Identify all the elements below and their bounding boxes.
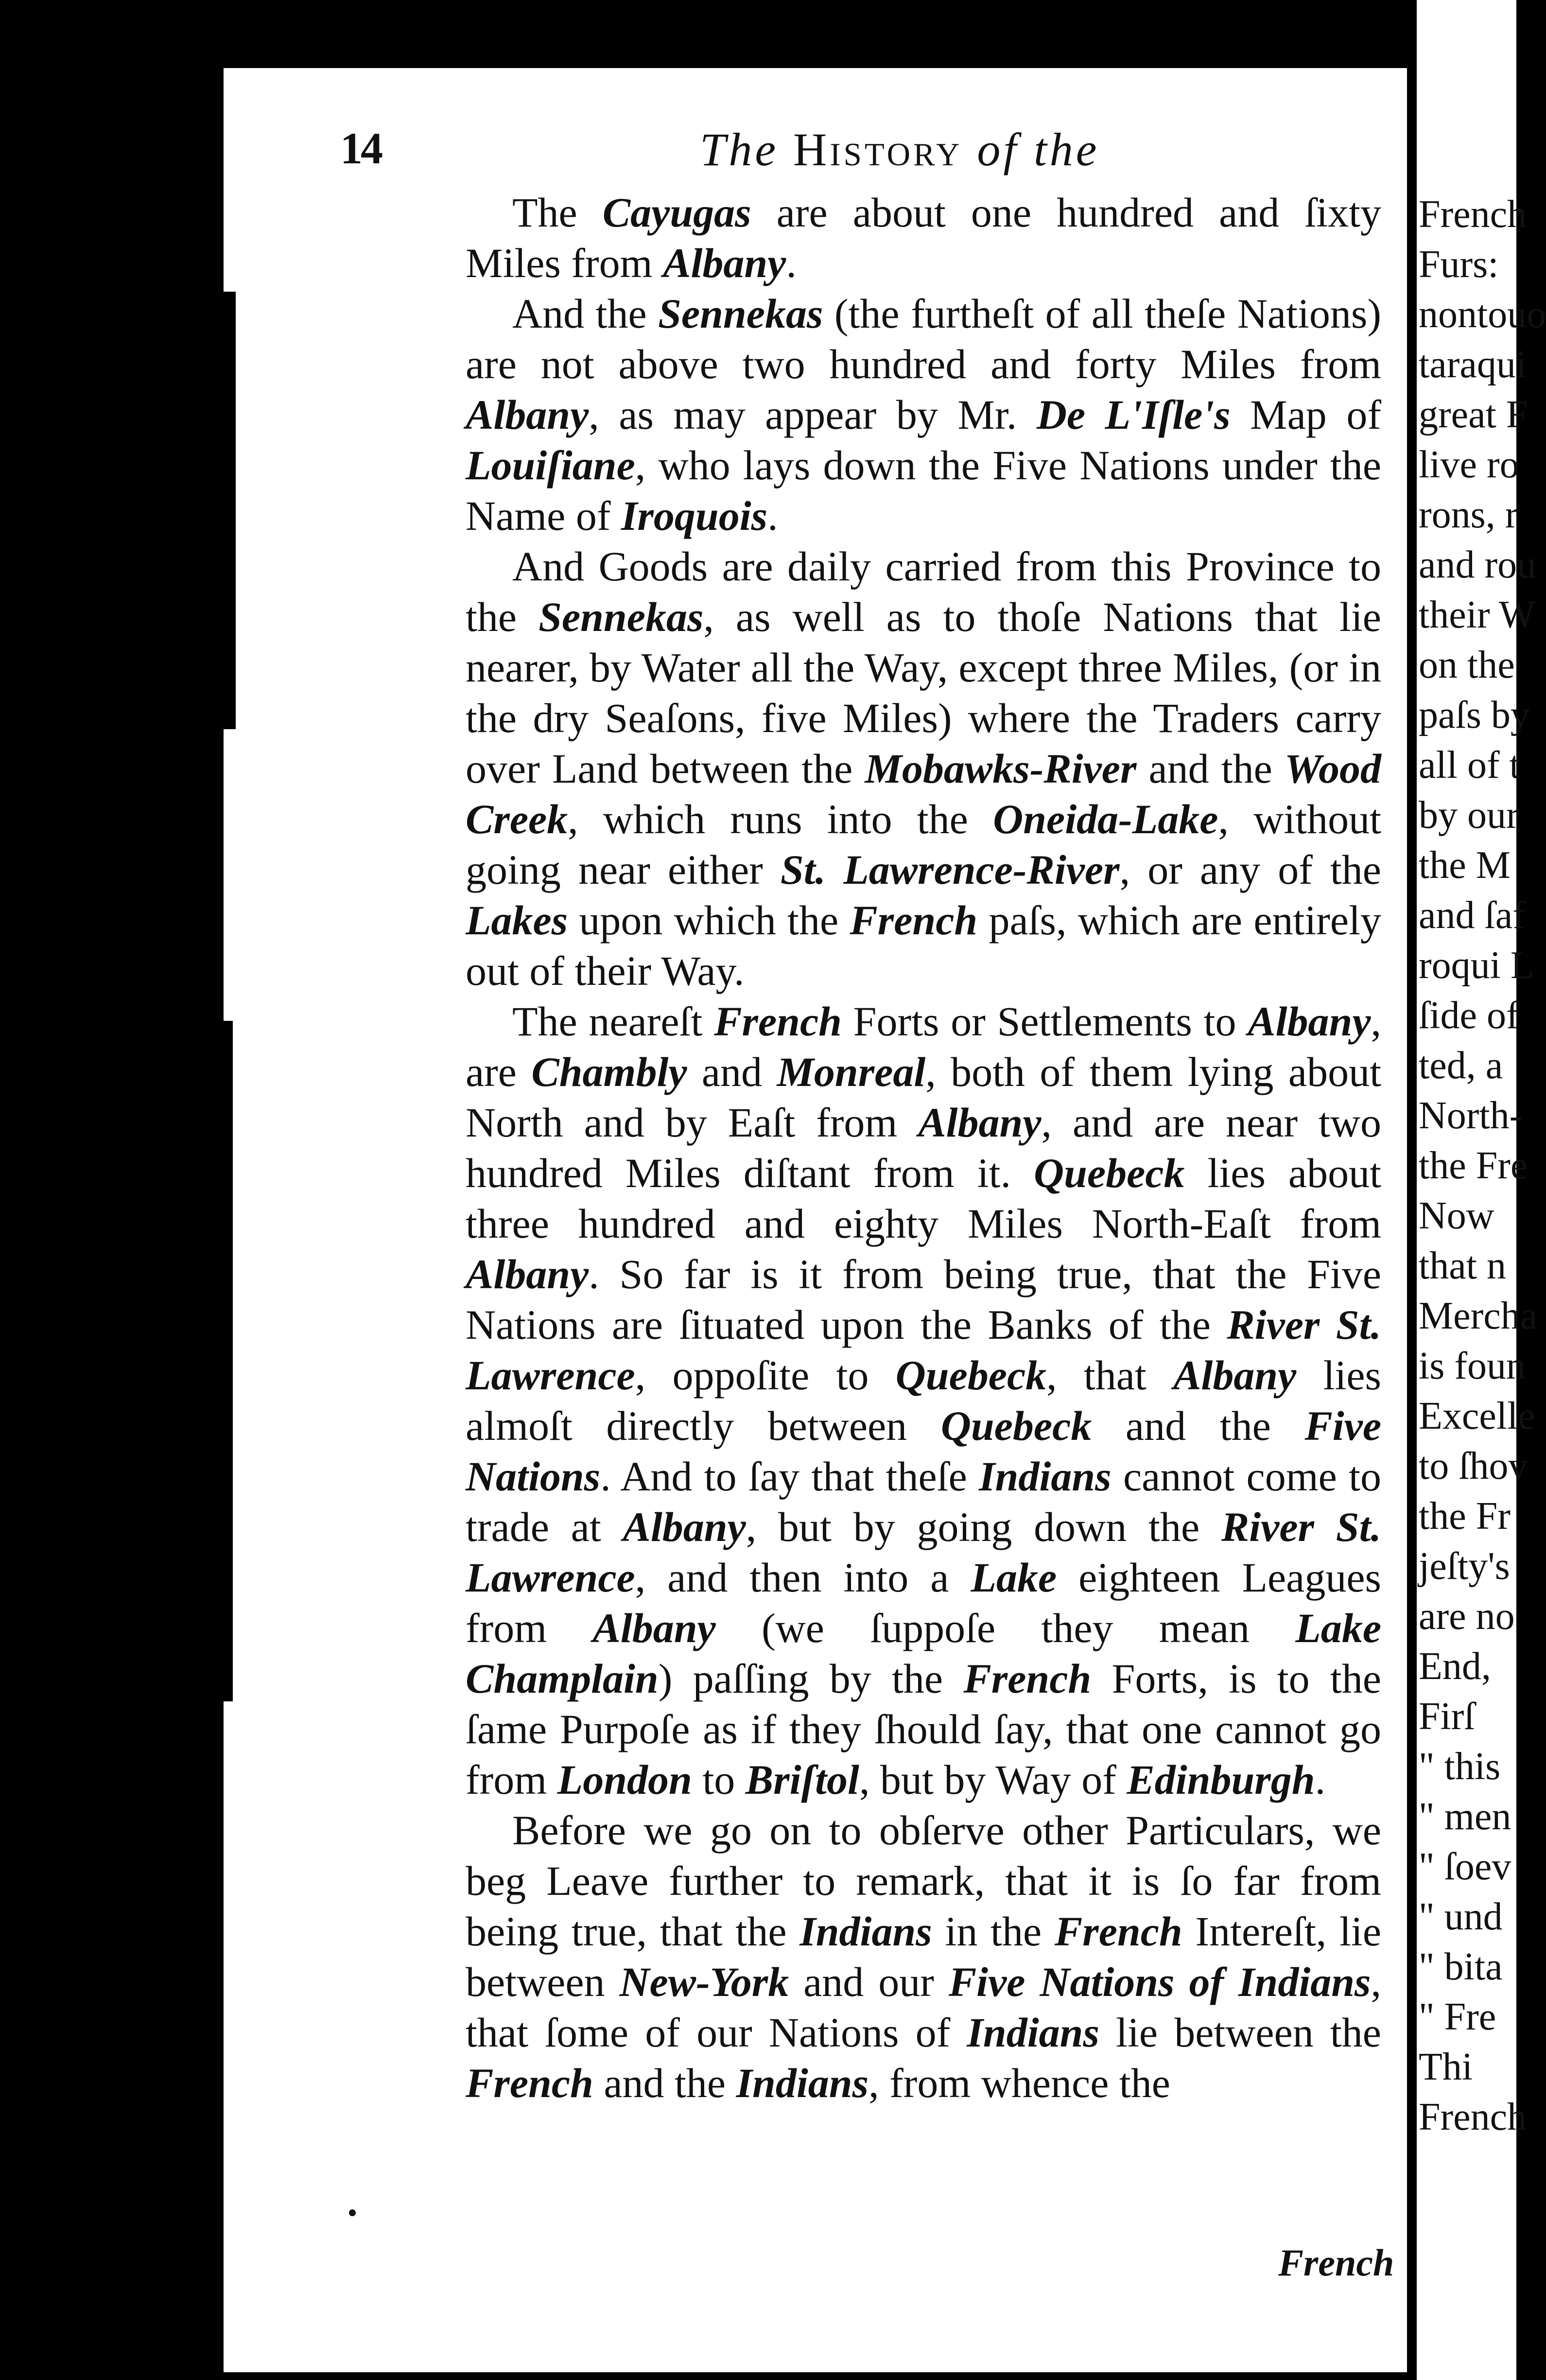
facing-page-line: their W bbox=[1419, 594, 1536, 636]
facing-page-line: " ſoev bbox=[1419, 1845, 1511, 1888]
ink-spot bbox=[349, 2209, 356, 2216]
facing-page-line: on the bbox=[1419, 644, 1515, 686]
facing-page-line: taraqui bbox=[1419, 343, 1527, 386]
facing-page-line: are no bbox=[1419, 1595, 1515, 1638]
facing-page-line: North- bbox=[1419, 1094, 1523, 1137]
facing-page-line: French bbox=[1419, 193, 1527, 236]
facing-page-line: to ſhov bbox=[1419, 1445, 1528, 1488]
facing-page-line: great F bbox=[1419, 393, 1528, 436]
facing-page-line: the M bbox=[1419, 844, 1511, 887]
body-text bbox=[466, 187, 1381, 2108]
page-header bbox=[340, 122, 1409, 176]
facing-page-line: Excelle bbox=[1419, 1395, 1535, 1437]
facing-page-line: roqui L bbox=[1419, 944, 1534, 987]
facing-page-line: and ſaf bbox=[1419, 894, 1526, 937]
facing-page-line: all of t bbox=[1419, 744, 1520, 787]
running-title-part: History bbox=[793, 123, 963, 175]
paragraph: And Goods are daily carried from this Province to the Sennekas, as well as to thoſe Nations that lie nearer, by Water all the Way, except three Miles, (or in the dry Seaſons, five Miles) where the Traders carry over Land between the Mobawks-River and the Wood Creek, which runs into the Oneida-Lake, without going near either St. Lawrence-River, or any of the Lakes upon which the French paſs, which are entirely out of their Way. bbox=[466, 543, 1381, 994]
paragraph: The neareſt French Forts or Settlements to Albany, are Chambly and Monreal, both of them lying about North and by Eaſt from Albany, and are near two hundred Miles diſtant from it. Quebeck lies about three hundred and eighty Miles North-Eaſt from Albany. So far is it from being true, that the Five Nations are ſituated upon the Banks of the River St. Lawrence, oppoſite to Quebeck, that Albany lies almoſt directly between Quebeck and the Five Nations. And to ſay that theſe Indians cannot come to trade at Albany, but by going down the River St. Lawrence, and then into a Lake eighteen Leagues from Albany (we ſuppoſe they mean Lake Champlain) paſſing by the French Forts, is to the ſame Purpoſe as if they ſhould ſay, that one cannot go from London to Briſtol, but by Way of Edinburgh. bbox=[466, 998, 1381, 1803]
facing-page-line: End, bbox=[1419, 1645, 1491, 1688]
facing-page-line: Mercha bbox=[1419, 1295, 1538, 1337]
facing-page bbox=[1417, 0, 1546, 2380]
facing-page-line: live ro bbox=[1419, 443, 1519, 486]
facing-page-line: and rou bbox=[1419, 543, 1537, 586]
facing-page-line: " Fre bbox=[1419, 1995, 1496, 2038]
paragraph: The Cayugas are about one hundred and ſixty Miles from Albany. bbox=[466, 189, 1381, 286]
facing-page-line: that n bbox=[1419, 1244, 1506, 1287]
facing-page-lines bbox=[1419, 190, 1546, 2142]
torn-edge bbox=[221, 1021, 233, 1701]
facing-page-line: French bbox=[1419, 2096, 1527, 2138]
facing-page-line: rons, r bbox=[1419, 493, 1518, 536]
page-number: 14 bbox=[340, 123, 381, 173]
page-gutter bbox=[1407, 0, 1418, 2380]
facing-page-line: by our bbox=[1419, 794, 1519, 837]
facing-page-line: the Fr bbox=[1419, 1495, 1511, 1538]
paragraph: Before we go on to obſerve other Particulars, we beg Leave further to remark, that it is ſo far from being true, that the Indians in the French Intereſt, lie between New-York and our Five Nations of Indians, that ſome of our Nations of Indians lie between the French and the Indians, from whence the bbox=[466, 1807, 1382, 2106]
paragraph: And the Sennekas (the furtheſt of all theſe Nations) are not above two hundred and forty Miles from Albany, as may appear by Mr. De L'Iſle's Map of Louiſiane, who lays down the Five Nations under the Name of Iroquois. bbox=[466, 290, 1381, 539]
running-title-part: The bbox=[700, 123, 779, 175]
facing-page-line: ſide of bbox=[1419, 994, 1519, 1037]
facing-page-line: paſs by bbox=[1419, 694, 1530, 736]
facing-page-line: " bita bbox=[1419, 1945, 1503, 1988]
running-title-part: of the bbox=[977, 123, 1100, 175]
facing-page-line: " men bbox=[1419, 1795, 1511, 1838]
facing-page-line: Firſ bbox=[1419, 1695, 1475, 1738]
facing-page-line: Now bbox=[1419, 1194, 1494, 1237]
facing-page-line: " und bbox=[1419, 1895, 1503, 1938]
catchword: French bbox=[1278, 2241, 1394, 2284]
facing-page-line: ted, a bbox=[1419, 1044, 1503, 1087]
facing-page-line: Furs: bbox=[1419, 243, 1499, 286]
facing-page-line: jeſty's bbox=[1419, 1545, 1510, 1588]
facing-page-line: is foun bbox=[1419, 1345, 1526, 1387]
torn-edge bbox=[221, 292, 236, 729]
torn-edge bbox=[204, 68, 224, 2372]
facing-page-line: the Fre bbox=[1419, 1144, 1528, 1187]
facing-page-line: " this bbox=[1419, 1745, 1501, 1788]
running-title bbox=[700, 122, 1099, 176]
facing-page-line: Thi bbox=[1419, 2046, 1473, 2088]
facing-page-line: nontouo bbox=[1419, 293, 1546, 336]
